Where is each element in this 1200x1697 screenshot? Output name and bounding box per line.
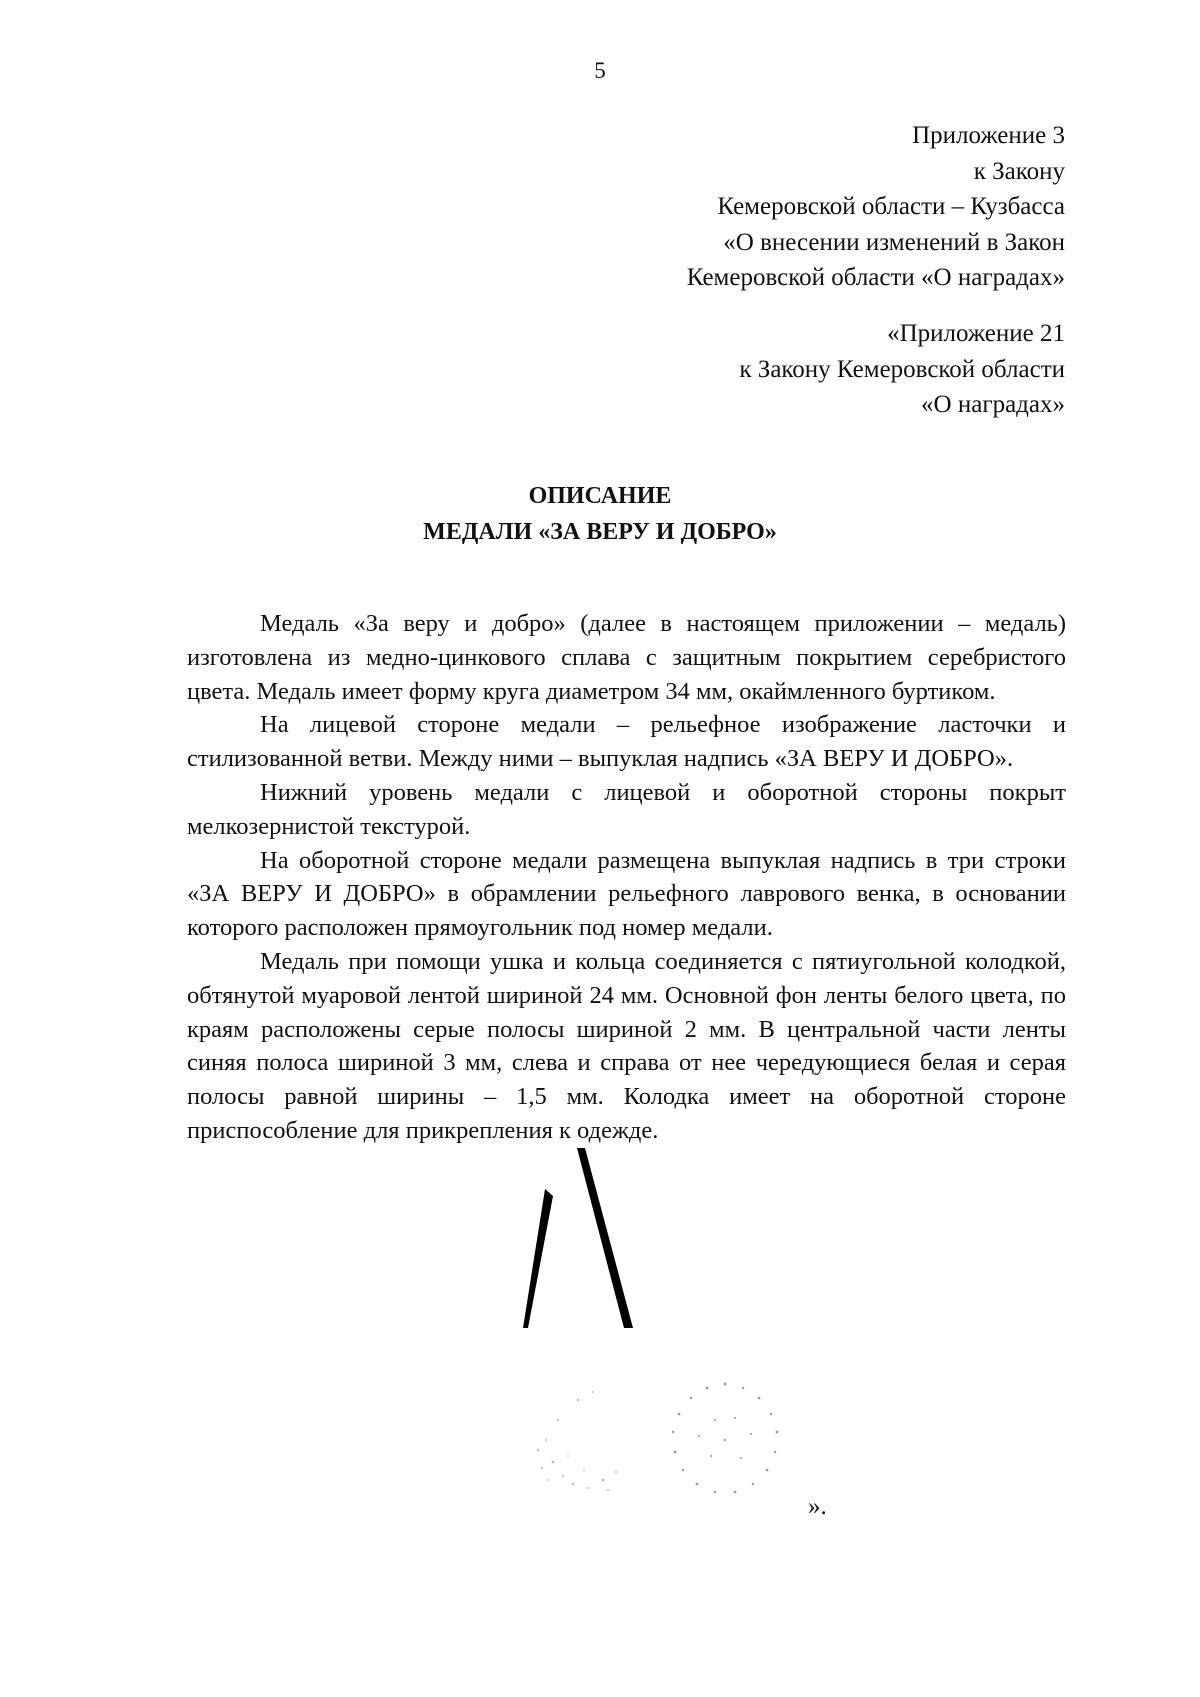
title-line-1: ОПИСАНИЕ bbox=[528, 483, 672, 509]
annex-header-line: Кемеровской области – Кузбасса bbox=[717, 193, 1065, 220]
annex-header-line: Кемеровской области «О наградах» bbox=[686, 264, 1065, 291]
annex-header-line: к Закону Кемеровской области bbox=[739, 355, 1065, 383]
annex-header-line: к Закону bbox=[973, 157, 1065, 185]
annex-header-line: «О внесении изменений в Закон bbox=[723, 228, 1065, 256]
title-line-2: МЕДАЛИ «ЗА ВЕРУ И ДОБРО» bbox=[423, 519, 777, 545]
annex-header-line: Приложение 3 bbox=[912, 122, 1065, 149]
paragraph: Нижний уровень медали с лицевой и оборотной стороны покрыт мелкозернистой текстурой. bbox=[187, 778, 1066, 840]
paragraph: Медаль при помощи ушка и кольца соединяется с пятиугольной колодкой, обтянутой муаровой лентой шириной 24 мм. Основной фон ленты белого цвета, по краям расположены серые полосы шириной 2 мм. В центральной части ленты синяя полоса шириной 3 мм, слева и справа от нее чередующиеся белая и серая полосы равной ширины – 1,5 мм. Колодка имеет на оборотной стороне приспособление для прикрепления к одежде. bbox=[187, 947, 1066, 1144]
body-text bbox=[187, 607, 1066, 1148]
annex-header-line: «О наградах» bbox=[921, 391, 1065, 418]
document-title bbox=[0, 478, 1200, 550]
faded-stamp-left bbox=[518, 1380, 658, 1500]
paragraph: Медаль «За веру и добро» (далее в настоящем приложении – медаль) изготовлена из медно-цинкового сплава с защитным покрытием серебристого цвета. Медаль имеет форму круга диаметром 34 мм, окаймленного буртиком. bbox=[187, 610, 1066, 705]
faded-stamp-right bbox=[655, 1370, 795, 1510]
annex-header-original bbox=[739, 316, 1065, 423]
annex-header-line: «Приложение 21 bbox=[887, 320, 1065, 347]
closing-quote: ». bbox=[808, 1493, 827, 1520]
annex-header bbox=[687, 118, 1065, 296]
paragraph: На лицевой стороне медали – рельефное изображение ласточки и стилизованной ветви. Между ними – выпуклая надпись «ЗА ВЕРУ И ДОБРО». bbox=[187, 711, 1066, 773]
signature-stroke bbox=[577, 1148, 633, 1328]
signature-stroke bbox=[523, 1189, 553, 1328]
page-number: 5 bbox=[594, 58, 606, 83]
paragraph: На оборотной стороне медали размещена выпуклая надпись в три строки «ЗА ВЕРУ И ДОБРО» в обрамлении рельефного лаврового венка, в основании которого расположен прямоугольник под номер медали. bbox=[187, 846, 1066, 942]
signature bbox=[505, 1148, 645, 1328]
